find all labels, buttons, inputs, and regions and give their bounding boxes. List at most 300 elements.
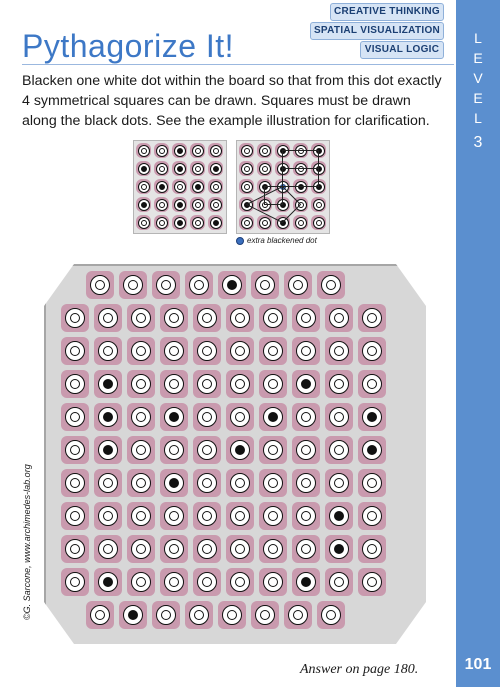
- dot-ring-icon: [362, 407, 382, 427]
- white-dot-cell[interactable]: [239, 179, 254, 194]
- white-dot-icon: [213, 148, 219, 154]
- black-dot-icon: [334, 511, 344, 521]
- dot-ring-icon: [65, 506, 85, 526]
- dot-ring-icon: [197, 572, 217, 592]
- dot-ring-icon: [98, 572, 118, 592]
- legend: [236, 236, 317, 245]
- dot-ring-icon: [362, 572, 382, 592]
- white-dot-icon: [70, 445, 80, 455]
- black-dot-icon: [280, 148, 286, 154]
- white-dot-cell[interactable]: [325, 568, 353, 596]
- white-dot-cell[interactable]: [193, 469, 221, 497]
- white-dot-cell[interactable]: [311, 197, 326, 212]
- black-dot-cell[interactable]: [257, 179, 272, 194]
- dot-ring-icon: [263, 473, 283, 493]
- white-dot-cell[interactable]: [325, 436, 353, 464]
- black-dot-cell[interactable]: [172, 215, 187, 230]
- black-dot-cell[interactable]: [293, 179, 308, 194]
- black-dot-cell[interactable]: [275, 179, 290, 194]
- white-dot-icon: [136, 511, 146, 521]
- white-dot-cell[interactable]: [127, 568, 155, 596]
- dot-ring-icon: [131, 374, 151, 394]
- white-dot-icon: [202, 379, 212, 389]
- white-dot-cell[interactable]: [193, 535, 221, 563]
- white-dot-icon: [334, 379, 344, 389]
- white-dot-cell[interactable]: [94, 304, 122, 332]
- black-dot-cell[interactable]: [136, 197, 151, 212]
- white-dot-cell[interactable]: [358, 337, 386, 365]
- white-dot-cell[interactable]: [190, 197, 205, 212]
- white-dot-cell[interactable]: [293, 197, 308, 212]
- white-dot-icon: [141, 148, 147, 154]
- white-dot-icon: [70, 478, 80, 488]
- dot-ring-icon: [98, 506, 118, 526]
- white-dot-icon: [128, 280, 138, 290]
- white-dot-icon: [195, 148, 201, 154]
- dot-ring-icon: [362, 506, 382, 526]
- white-dot-icon: [177, 184, 183, 190]
- dot-ring-icon: [90, 275, 110, 295]
- white-dot-cell[interactable]: [284, 601, 312, 629]
- white-dot-cell[interactable]: [251, 271, 279, 299]
- black-dot-cell[interactable]: [160, 469, 188, 497]
- black-dot-icon: [169, 478, 179, 488]
- black-dot-icon: [169, 412, 179, 422]
- legend-label: extra blackened dot: [247, 236, 317, 245]
- white-dot-cell[interactable]: [226, 535, 254, 563]
- white-dot-cell[interactable]: [218, 601, 246, 629]
- white-dot-cell[interactable]: [293, 143, 308, 158]
- white-dot-cell[interactable]: [358, 568, 386, 596]
- white-dot-cell[interactable]: [317, 601, 345, 629]
- dot-ring-icon: [241, 217, 253, 229]
- dot-ring-icon: [138, 181, 150, 193]
- white-dot-cell[interactable]: [61, 469, 89, 497]
- puzzle-board-grid: [44, 264, 426, 644]
- white-dot-cell[interactable]: [259, 370, 287, 398]
- white-dot-cell[interactable]: [160, 535, 188, 563]
- white-dot-icon: [244, 166, 250, 172]
- black-dot-cell[interactable]: [154, 179, 169, 194]
- dot-ring-icon: [98, 308, 118, 328]
- white-dot-cell[interactable]: [61, 337, 89, 365]
- white-dot-cell[interactable]: [61, 568, 89, 596]
- white-dot-cell[interactable]: [259, 304, 287, 332]
- white-dot-cell[interactable]: [119, 271, 147, 299]
- white-dot-icon: [202, 412, 212, 422]
- white-dot-cell[interactable]: [127, 370, 155, 398]
- white-dot-cell[interactable]: [127, 502, 155, 530]
- dot-ring-icon: [98, 473, 118, 493]
- white-dot-cell[interactable]: [325, 469, 353, 497]
- dot-ring-icon: [192, 181, 204, 193]
- white-dot-cell[interactable]: [61, 535, 89, 563]
- white-dot-cell[interactable]: [160, 568, 188, 596]
- white-dot-icon: [202, 511, 212, 521]
- white-dot-cell[interactable]: [311, 215, 326, 230]
- white-dot-cell[interactable]: [292, 469, 320, 497]
- black-dot-cell[interactable]: [311, 161, 326, 176]
- dot-ring-icon: [131, 572, 151, 592]
- white-dot-icon: [235, 379, 245, 389]
- white-dot-cell[interactable]: [154, 143, 169, 158]
- white-dot-cell[interactable]: [193, 502, 221, 530]
- dot-ring-icon: [138, 145, 150, 157]
- white-dot-cell[interactable]: [154, 215, 169, 230]
- dot-ring-icon: [255, 275, 275, 295]
- white-dot-cell[interactable]: [61, 304, 89, 332]
- white-dot-icon: [301, 511, 311, 521]
- black-dot-cell[interactable]: [358, 403, 386, 431]
- white-dot-cell[interactable]: [226, 370, 254, 398]
- white-dot-icon: [298, 166, 304, 172]
- white-dot-cell[interactable]: [160, 337, 188, 365]
- white-dot-cell[interactable]: [325, 337, 353, 365]
- white-dot-cell[interactable]: [251, 601, 279, 629]
- black-dot-cell[interactable]: [259, 403, 287, 431]
- dot-ring-icon: [230, 539, 250, 559]
- white-dot-icon: [159, 166, 165, 172]
- white-dot-icon: [298, 202, 304, 208]
- white-dot-icon: [268, 511, 278, 521]
- tag-creative-thinking: CREATIVE THINKING: [330, 3, 444, 21]
- black-dot-icon: [103, 577, 113, 587]
- white-dot-cell[interactable]: [185, 271, 213, 299]
- white-dot-cell[interactable]: [190, 143, 205, 158]
- dot-ring-icon: [138, 163, 150, 175]
- white-dot-cell[interactable]: [226, 469, 254, 497]
- white-dot-cell[interactable]: [292, 337, 320, 365]
- white-dot-cell[interactable]: [190, 215, 205, 230]
- white-dot-icon: [195, 166, 201, 172]
- white-dot-cell[interactable]: [61, 502, 89, 530]
- white-dot-cell[interactable]: [193, 436, 221, 464]
- white-dot-cell[interactable]: [292, 304, 320, 332]
- black-dot-cell[interactable]: [292, 568, 320, 596]
- dot-ring-icon: [123, 605, 143, 625]
- dot-ring-icon: [192, 145, 204, 157]
- white-dot-cell[interactable]: [127, 337, 155, 365]
- dot-ring-icon: [90, 605, 110, 625]
- white-dot-cell[interactable]: [292, 403, 320, 431]
- black-dot-cell[interactable]: [172, 161, 187, 176]
- dot-ring-icon: [362, 308, 382, 328]
- black-dot-icon: [213, 220, 219, 226]
- white-dot-icon: [103, 346, 113, 356]
- dot-ring-icon: [174, 181, 186, 193]
- dot-ring-icon: [131, 440, 151, 460]
- dot-ring-icon: [197, 539, 217, 559]
- dot-ring-icon: [263, 539, 283, 559]
- white-dot-icon: [235, 511, 245, 521]
- dot-ring-icon: [313, 217, 325, 229]
- black-dot-cell[interactable]: [275, 215, 290, 230]
- dot-ring-icon: [277, 217, 289, 229]
- black-dot-cell[interactable]: [239, 197, 254, 212]
- white-dot-icon: [316, 220, 322, 226]
- white-dot-icon: [169, 346, 179, 356]
- white-dot-icon: [268, 379, 278, 389]
- white-dot-cell[interactable]: [284, 271, 312, 299]
- black-dot-icon: [159, 184, 165, 190]
- white-dot-cell[interactable]: [293, 215, 308, 230]
- dot-ring-icon: [131, 473, 151, 493]
- white-dot-cell[interactable]: [239, 215, 254, 230]
- black-dot-cell[interactable]: [172, 197, 187, 212]
- white-dot-cell[interactable]: [86, 271, 114, 299]
- white-dot-cell[interactable]: [127, 436, 155, 464]
- white-dot-cell[interactable]: [190, 161, 205, 176]
- dot-ring-icon: [263, 308, 283, 328]
- dot-ring-icon: [313, 145, 325, 157]
- white-dot-cell[interactable]: [226, 502, 254, 530]
- white-dot-icon: [227, 610, 237, 620]
- black-dot-icon: [268, 412, 278, 422]
- white-dot-icon: [195, 220, 201, 226]
- black-dot-cell[interactable]: [292, 370, 320, 398]
- white-dot-cell[interactable]: [325, 403, 353, 431]
- level-sidebar: [456, 0, 500, 687]
- dot-ring-icon: [230, 374, 250, 394]
- white-dot-cell[interactable]: [226, 403, 254, 431]
- dot-ring-icon: [263, 440, 283, 460]
- black-dot-cell[interactable]: [119, 601, 147, 629]
- black-dot-cell[interactable]: [94, 436, 122, 464]
- black-dot-cell[interactable]: [136, 161, 151, 176]
- dot-ring-icon: [164, 407, 184, 427]
- white-dot-icon: [202, 577, 212, 587]
- white-dot-cell[interactable]: [293, 161, 308, 176]
- black-dot-icon: [227, 280, 237, 290]
- white-dot-icon: [136, 445, 146, 455]
- black-dot-cell[interactable]: [311, 143, 326, 158]
- level-letter: E: [473, 90, 483, 106]
- dot-ring-icon: [263, 572, 283, 592]
- white-dot-cell[interactable]: [358, 370, 386, 398]
- black-dot-cell[interactable]: [94, 370, 122, 398]
- white-dot-cell[interactable]: [259, 535, 287, 563]
- white-dot-icon: [244, 220, 250, 226]
- white-dot-cell[interactable]: [193, 337, 221, 365]
- dot-ring-icon: [295, 217, 307, 229]
- dot-ring-icon: [295, 145, 307, 157]
- white-dot-icon: [213, 202, 219, 208]
- white-dot-cell[interactable]: [152, 601, 180, 629]
- white-dot-icon: [301, 445, 311, 455]
- dot-ring-icon: [156, 145, 168, 157]
- black-dot-cell[interactable]: [226, 436, 254, 464]
- dot-ring-icon: [98, 440, 118, 460]
- white-dot-cell[interactable]: [94, 337, 122, 365]
- white-dot-icon: [262, 166, 268, 172]
- dot-ring-icon: [123, 275, 143, 295]
- black-dot-icon: [316, 184, 322, 190]
- white-dot-cell[interactable]: [61, 436, 89, 464]
- white-dot-icon: [301, 544, 311, 554]
- white-dot-icon: [260, 610, 270, 620]
- black-dot-icon: [298, 184, 304, 190]
- white-dot-cell[interactable]: [358, 469, 386, 497]
- dot-ring-icon: [277, 145, 289, 157]
- white-dot-cell[interactable]: [127, 535, 155, 563]
- white-dot-icon: [316, 202, 322, 208]
- white-dot-cell[interactable]: [94, 535, 122, 563]
- white-dot-icon: [326, 280, 336, 290]
- white-dot-cell[interactable]: [257, 143, 272, 158]
- dot-ring-icon: [295, 181, 307, 193]
- white-dot-cell[interactable]: [61, 403, 89, 431]
- white-dot-cell[interactable]: [358, 535, 386, 563]
- dot-ring-icon: [156, 163, 168, 175]
- dot-ring-icon: [65, 341, 85, 361]
- white-dot-cell[interactable]: [193, 370, 221, 398]
- dot-ring-icon: [263, 341, 283, 361]
- white-dot-cell[interactable]: [152, 271, 180, 299]
- example-illustration-2: [236, 140, 330, 234]
- white-dot-cell[interactable]: [259, 502, 287, 530]
- white-dot-cell[interactable]: [226, 568, 254, 596]
- dot-ring-icon: [131, 506, 151, 526]
- black-dot-cell[interactable]: [94, 568, 122, 596]
- black-dot-icon: [280, 184, 286, 190]
- white-dot-cell[interactable]: [292, 535, 320, 563]
- white-dot-icon: [334, 577, 344, 587]
- white-dot-cell[interactable]: [193, 304, 221, 332]
- white-dot-cell[interactable]: [127, 403, 155, 431]
- white-dot-cell[interactable]: [127, 469, 155, 497]
- black-dot-cell[interactable]: [218, 271, 246, 299]
- white-dot-cell[interactable]: [160, 304, 188, 332]
- white-dot-cell[interactable]: [325, 304, 353, 332]
- white-dot-icon: [298, 148, 304, 154]
- white-dot-cell[interactable]: [172, 179, 187, 194]
- black-dot-cell[interactable]: [325, 502, 353, 530]
- white-dot-cell[interactable]: [160, 436, 188, 464]
- white-dot-cell[interactable]: [257, 215, 272, 230]
- white-dot-cell[interactable]: [94, 469, 122, 497]
- dot-ring-icon: [164, 341, 184, 361]
- dot-ring-icon: [241, 145, 253, 157]
- white-dot-cell[interactable]: [358, 502, 386, 530]
- white-dot-cell[interactable]: [160, 370, 188, 398]
- white-dot-cell[interactable]: [325, 370, 353, 398]
- black-dot-icon: [103, 379, 113, 389]
- white-dot-cell[interactable]: [259, 568, 287, 596]
- black-dot-icon: [367, 412, 377, 422]
- dot-ring-icon: [362, 473, 382, 493]
- white-dot-cell[interactable]: [193, 403, 221, 431]
- dot-ring-icon: [65, 572, 85, 592]
- white-dot-cell[interactable]: [259, 337, 287, 365]
- white-dot-icon: [70, 511, 80, 521]
- white-dot-cell[interactable]: [259, 436, 287, 464]
- white-dot-icon: [262, 202, 268, 208]
- white-dot-cell[interactable]: [257, 197, 272, 212]
- white-dot-cell[interactable]: [208, 143, 223, 158]
- page-number: 101: [464, 656, 492, 673]
- dot-ring-icon: [230, 407, 250, 427]
- black-dot-cell[interactable]: [275, 143, 290, 158]
- white-dot-cell[interactable]: [239, 143, 254, 158]
- black-dot-icon: [128, 610, 138, 620]
- white-dot-icon: [298, 220, 304, 226]
- copyright-text: ©G. Sarcone, www.archimedes-lab.org: [22, 464, 32, 620]
- black-dot-cell[interactable]: [172, 143, 187, 158]
- dot-ring-icon: [241, 181, 253, 193]
- white-dot-icon: [194, 280, 204, 290]
- white-dot-cell[interactable]: [154, 197, 169, 212]
- answer-reference: Answer on page 180.: [300, 662, 419, 677]
- dot-ring-icon: [259, 199, 271, 211]
- black-dot-cell[interactable]: [190, 179, 205, 194]
- white-dot-cell[interactable]: [86, 601, 114, 629]
- white-dot-cell[interactable]: [127, 304, 155, 332]
- black-dot-cell[interactable]: [325, 535, 353, 563]
- white-dot-cell[interactable]: [239, 161, 254, 176]
- black-dot-cell[interactable]: [94, 403, 122, 431]
- dot-ring-icon: [230, 572, 250, 592]
- black-dot-icon: [195, 184, 201, 190]
- white-dot-cell[interactable]: [160, 502, 188, 530]
- white-dot-icon: [235, 412, 245, 422]
- white-dot-cell[interactable]: [136, 143, 151, 158]
- white-dot-icon: [141, 184, 147, 190]
- white-dot-icon: [159, 148, 165, 154]
- white-dot-icon: [141, 220, 147, 226]
- white-dot-cell[interactable]: [94, 502, 122, 530]
- white-dot-cell[interactable]: [185, 601, 213, 629]
- dot-ring-icon: [156, 605, 176, 625]
- black-dot-cell[interactable]: [208, 161, 223, 176]
- black-dot-cell[interactable]: [311, 179, 326, 194]
- white-dot-cell[interactable]: [208, 179, 223, 194]
- white-dot-cell[interactable]: [257, 161, 272, 176]
- white-dot-icon: [194, 610, 204, 620]
- dot-ring-icon: [296, 473, 316, 493]
- white-dot-cell[interactable]: [154, 161, 169, 176]
- dot-ring-icon: [296, 374, 316, 394]
- white-dot-cell[interactable]: [226, 304, 254, 332]
- white-dot-cell[interactable]: [61, 370, 89, 398]
- black-dot-cell[interactable]: [208, 215, 223, 230]
- white-dot-cell[interactable]: [226, 337, 254, 365]
- dot-ring-icon: [192, 199, 204, 211]
- white-dot-cell[interactable]: [136, 215, 151, 230]
- white-dot-cell[interactable]: [208, 197, 223, 212]
- white-dot-cell[interactable]: [358, 304, 386, 332]
- white-dot-icon: [70, 412, 80, 422]
- dot-ring-icon: [295, 199, 307, 211]
- black-dot-cell[interactable]: [275, 161, 290, 176]
- dot-ring-icon: [296, 341, 316, 361]
- white-dot-cell[interactable]: [292, 502, 320, 530]
- black-dot-icon: [367, 445, 377, 455]
- white-dot-cell[interactable]: [193, 568, 221, 596]
- dot-ring-icon: [222, 605, 242, 625]
- white-dot-icon: [268, 577, 278, 587]
- level-number: 3: [473, 134, 483, 151]
- black-dot-cell[interactable]: [358, 436, 386, 464]
- white-dot-cell[interactable]: [317, 271, 345, 299]
- white-dot-cell[interactable]: [136, 179, 151, 194]
- black-dot-cell[interactable]: [160, 403, 188, 431]
- white-dot-cell[interactable]: [292, 436, 320, 464]
- black-dot-cell[interactable]: [275, 197, 290, 212]
- dot-ring-icon: [98, 407, 118, 427]
- white-dot-cell[interactable]: [259, 469, 287, 497]
- dot-ring-icon: [295, 163, 307, 175]
- dot-ring-icon: [131, 407, 151, 427]
